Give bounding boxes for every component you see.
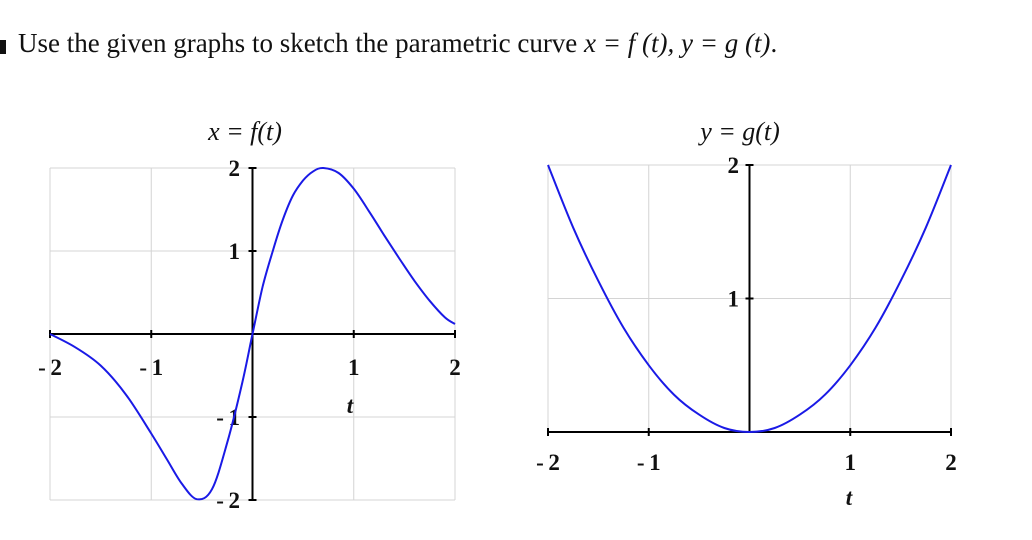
chart-y-ticks — [536, 153, 957, 475]
chart-x-equals-f-of-t — [38, 117, 461, 513]
y-tick-label: - 2 — [216, 488, 240, 513]
chart-y-title: y = g(t) — [700, 117, 780, 146]
x-tick-label: - 1 — [636, 450, 661, 475]
chart-x-title: x = f(t) — [208, 117, 282, 146]
chart-y-xlabel: t — [845, 485, 853, 510]
chart-y-equals-g-of-t — [536, 117, 957, 510]
question-math: x = f (t), y = g (t) — [584, 28, 771, 58]
x-tick-label: 1 — [348, 355, 360, 380]
x-tick-label: 1 — [844, 450, 856, 475]
y-tick-label: 1 — [228, 239, 240, 264]
y-tick-label: 2 — [228, 156, 240, 181]
y-tick-label: 1 — [727, 286, 739, 312]
x-tick-label: 2 — [449, 355, 461, 380]
question-suffix: . — [770, 28, 778, 58]
x-tick-label: 2 — [945, 450, 957, 475]
y-tick-label: 2 — [727, 153, 739, 178]
x-tick-label: - 2 — [38, 355, 62, 380]
question-prefix: Use the given graphs to sketch the parametric curve — [18, 28, 578, 58]
chart-x-xlabel: t — [346, 393, 354, 418]
x-tick-label: - 2 — [536, 450, 560, 475]
x-tick-label: - 1 — [139, 355, 164, 380]
y-tick-label: - 1 — [216, 405, 240, 430]
